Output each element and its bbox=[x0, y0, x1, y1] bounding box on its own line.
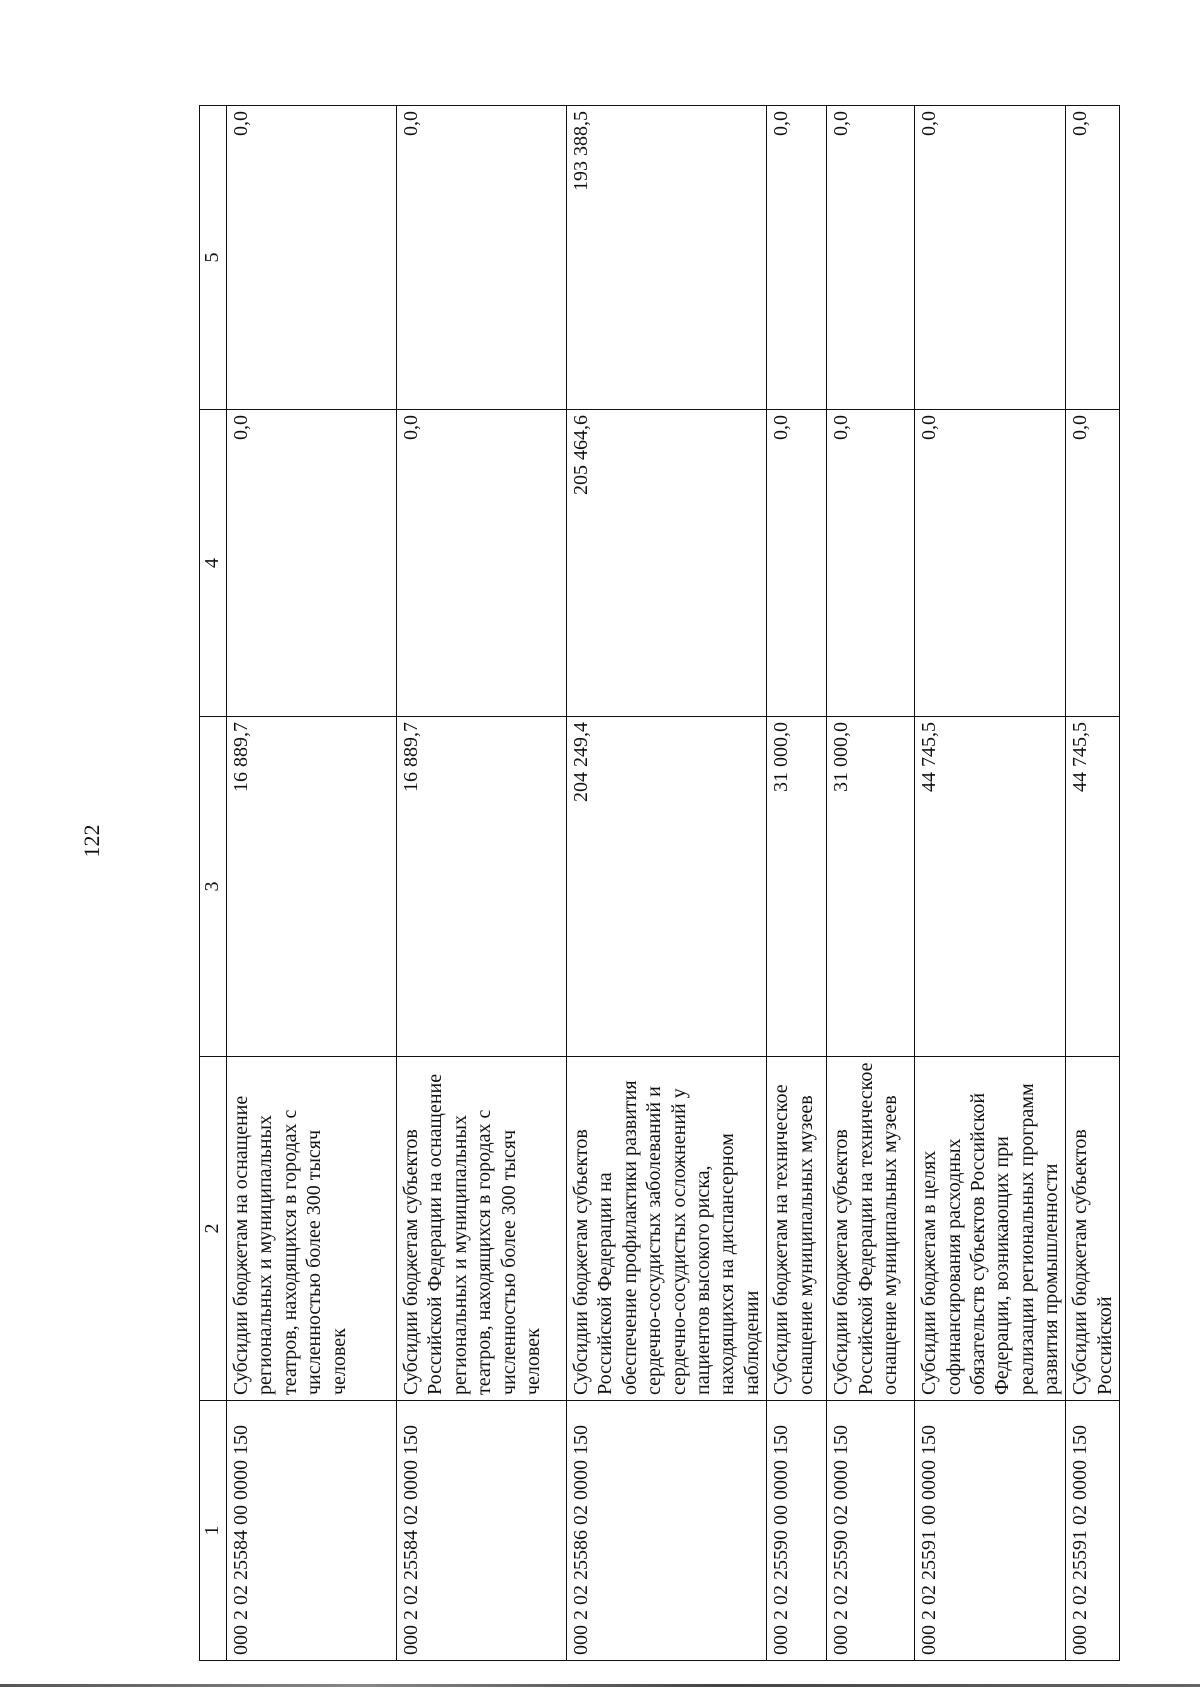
row-code: 000 2 02 25584 02 0000 150 bbox=[397, 1401, 567, 1661]
table-row bbox=[1066, 106, 1120, 1661]
row-value-4: 0,0 bbox=[767, 410, 827, 717]
header-row bbox=[200, 106, 227, 1661]
row-value-5: 193 388,5 bbox=[567, 106, 767, 410]
table-row bbox=[227, 106, 397, 1661]
header-col-2: 2 bbox=[200, 1057, 227, 1401]
row-value-3: 31 000,0 bbox=[827, 717, 915, 1057]
page-number: 122 bbox=[79, 824, 104, 858]
row-value-3: 44 745,5 bbox=[1066, 717, 1120, 1057]
table-row bbox=[397, 106, 567, 1661]
row-value-4: 0,0 bbox=[227, 410, 397, 717]
header-col-4: 4 bbox=[200, 410, 227, 717]
row-name: Субсидии бюджетам на техническое оснащение муниципальных музеев bbox=[767, 1057, 827, 1401]
table-stage bbox=[199, 106, 1116, 1661]
row-name: Субсидии бюджетам субъектов Российской Федерации на оснащение региональных и муниципальных театров, находящихся в городах с численностью более 300 тысяч человек bbox=[397, 1057, 567, 1401]
row-value-3: 31 000,0 bbox=[767, 717, 827, 1057]
row-value-4: 0,0 bbox=[827, 410, 915, 717]
row-code: 000 2 02 25591 02 0000 150 bbox=[1066, 1401, 1120, 1661]
row-value-5: 0,0 bbox=[767, 106, 827, 410]
budget-revenue-table bbox=[199, 105, 1120, 1661]
row-name: Субсидии бюджетам субъектов Российской Федерации на техническое оснащение муниципальных музеев bbox=[827, 1057, 915, 1401]
header-col-5: 5 bbox=[200, 106, 227, 410]
row-value-3: 16 889,7 bbox=[227, 717, 397, 1057]
header-col-1: 1 bbox=[200, 1401, 227, 1661]
table-row bbox=[915, 106, 1066, 1661]
row-value-3: 204 249,4 bbox=[567, 717, 767, 1057]
row-value-4: 0,0 bbox=[915, 410, 1066, 717]
row-code: 000 2 02 25586 02 0000 150 bbox=[567, 1401, 767, 1661]
row-name: Субсидии бюджетам в целях софинансирования расходных обязательств субъектов Российской Федерации, возникающих при реализации региональных программ развития промышленности bbox=[915, 1057, 1066, 1401]
row-value-5: 0,0 bbox=[1066, 106, 1120, 410]
row-name: Субсидии бюджетам субъектов Российской Федерации на обеспечение профилактики развития сердечно-сосудистых заболеваний и сердечно-сосудистых осложнений у пациентов высокого риска, находящихся на диспансерном наблюдении bbox=[567, 1057, 767, 1401]
table-row bbox=[767, 106, 827, 1661]
row-code: 000 2 02 25591 00 0000 150 bbox=[915, 1401, 1066, 1661]
row-value-5: 0,0 bbox=[397, 106, 567, 410]
row-value-4: 205 464,6 bbox=[567, 410, 767, 717]
row-value-3: 16 889,7 bbox=[397, 717, 567, 1057]
row-code: 000 2 02 25590 00 0000 150 bbox=[767, 1401, 827, 1661]
row-value-5: 0,0 bbox=[915, 106, 1066, 410]
row-value-5: 0,0 bbox=[827, 106, 915, 410]
table-row bbox=[827, 106, 915, 1661]
row-code: 000 2 02 25590 02 0000 150 bbox=[827, 1401, 915, 1661]
rotated-table-wrapper bbox=[199, 106, 1116, 1661]
table-row bbox=[567, 106, 767, 1661]
row-value-4: 0,0 bbox=[1066, 410, 1120, 717]
scan-bottom-edge bbox=[0, 1684, 1200, 1687]
row-name: Субсидии бюджетам на оснащение региональных и муниципальных театров, находящихся в городах с численностью более 300 тысяч человек bbox=[227, 1057, 397, 1401]
row-value-5: 0,0 bbox=[227, 106, 397, 410]
header-col-3: 3 bbox=[200, 717, 227, 1057]
row-code: 000 2 02 25584 00 0000 150 bbox=[227, 1401, 397, 1661]
row-name: Субсидии бюджетам субъектов Российской bbox=[1066, 1057, 1120, 1401]
row-value-4: 0,0 bbox=[397, 410, 567, 717]
row-value-3: 44 745,5 bbox=[915, 717, 1066, 1057]
